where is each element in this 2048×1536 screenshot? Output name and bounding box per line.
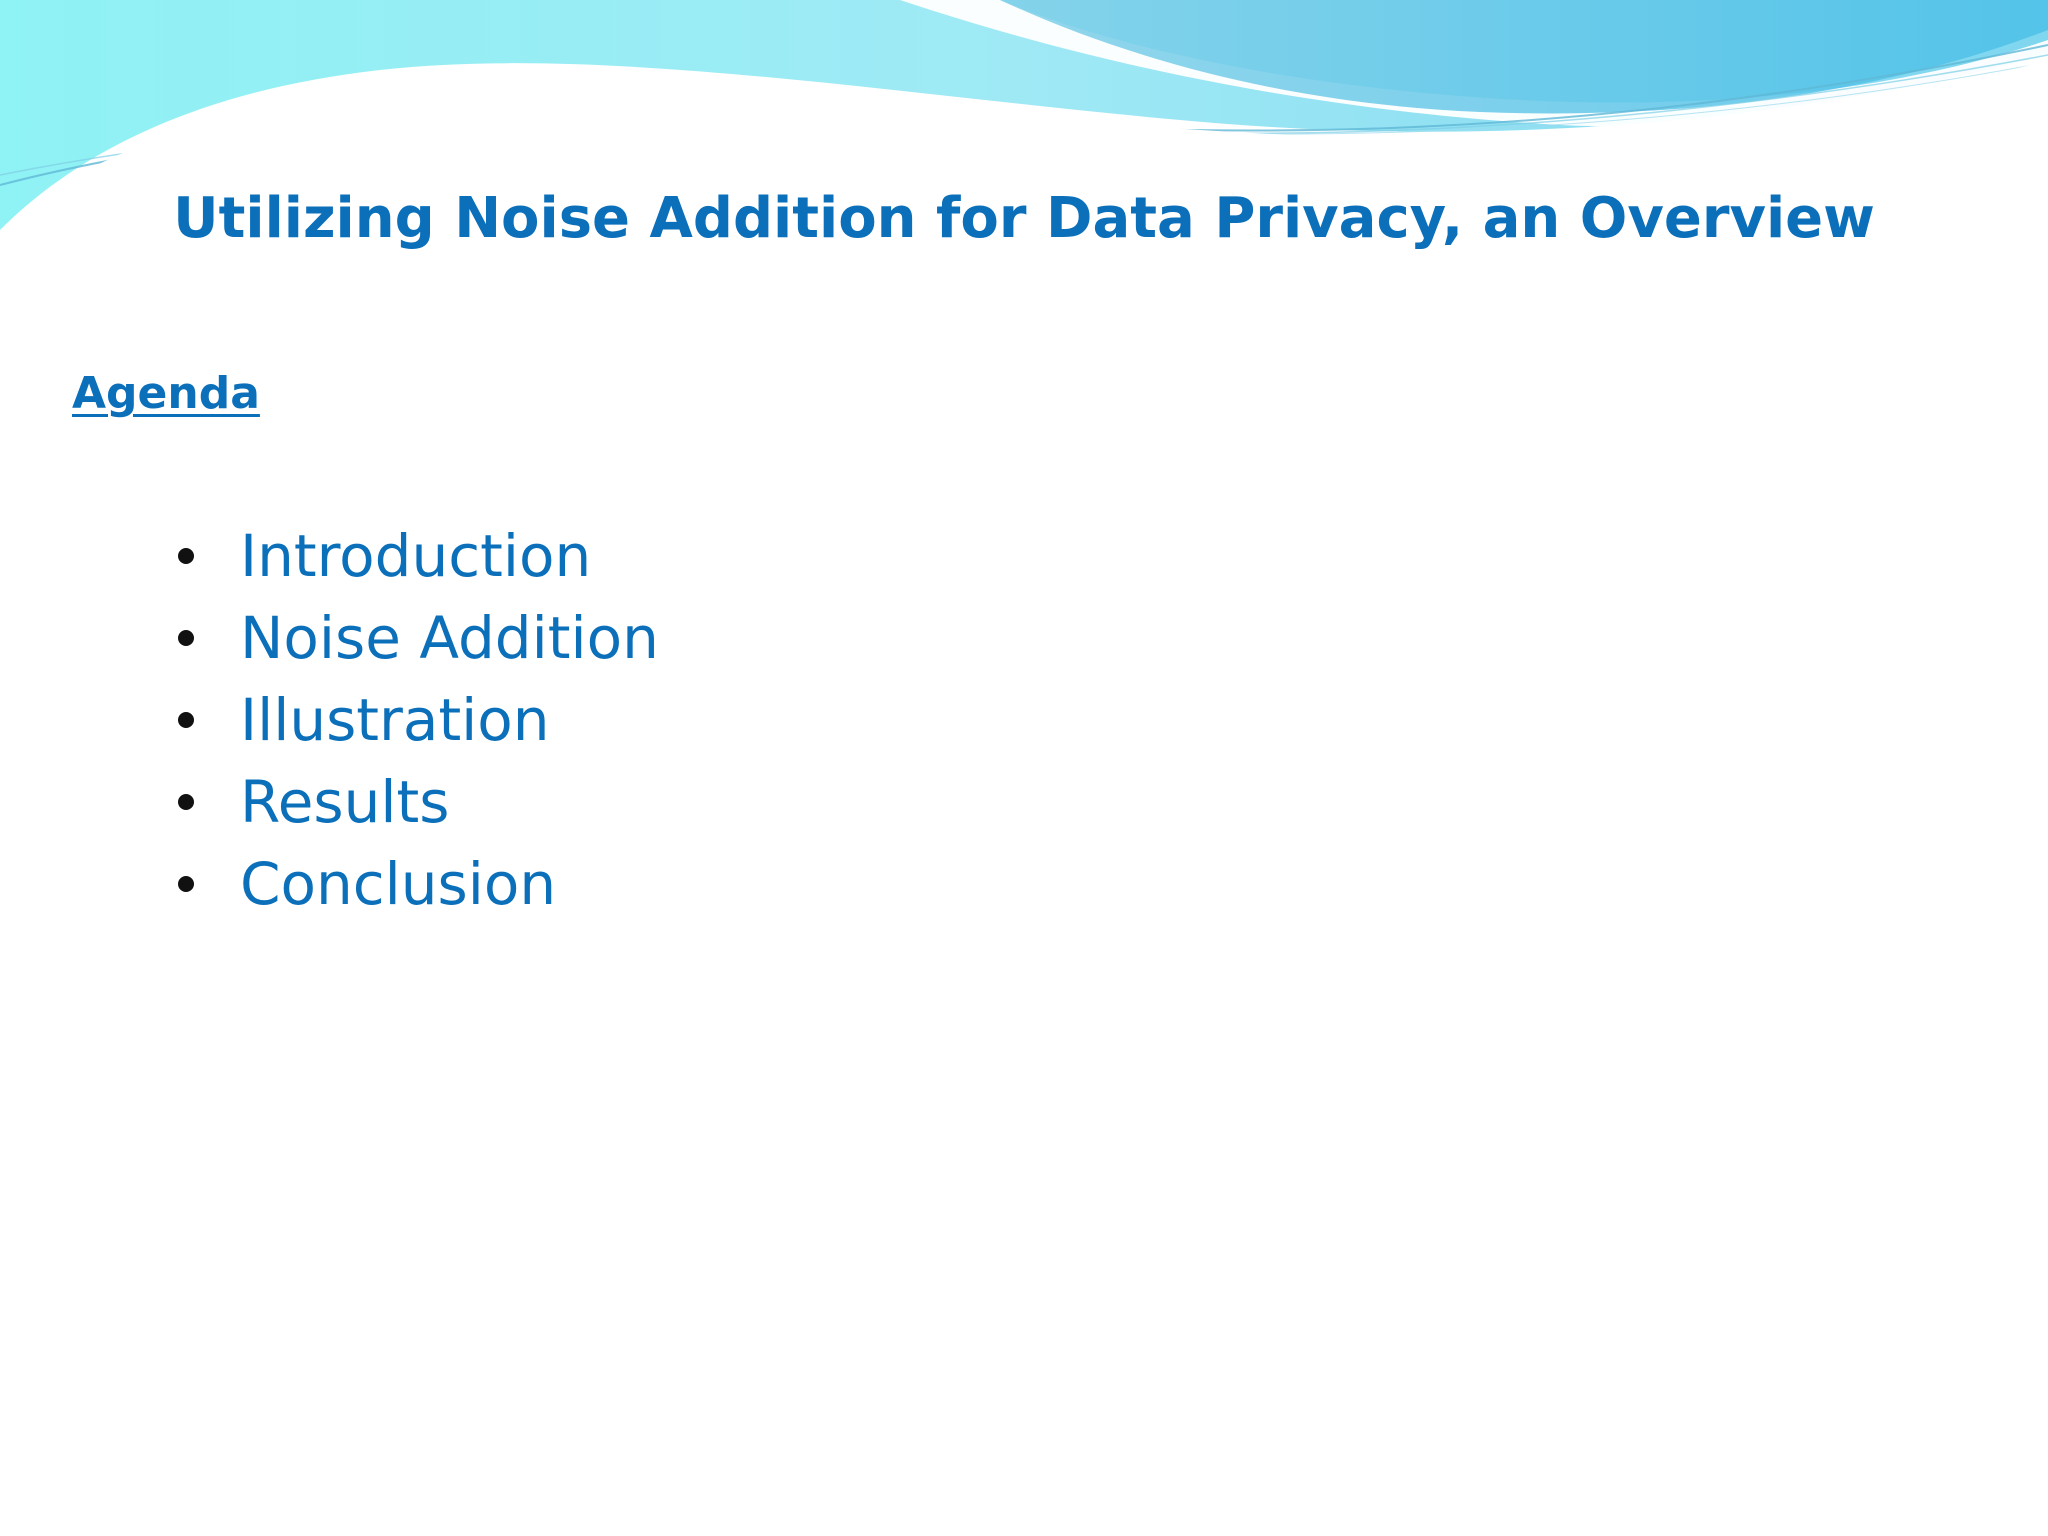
- agenda-heading: Agenda: [72, 368, 260, 419]
- agenda-item-label: Conclusion: [240, 850, 557, 918]
- list-item: [170, 761, 659, 843]
- agenda-item-label: Illustration: [240, 686, 550, 754]
- agenda-list: [170, 515, 659, 925]
- bullet-icon: [178, 876, 194, 892]
- slide-title: Utilizing Noise Addition for Data Privacy, an Overview: [173, 186, 1875, 251]
- agenda-item-label: Results: [240, 768, 450, 836]
- agenda-item-label: Introduction: [240, 522, 592, 590]
- list-item: [170, 597, 659, 679]
- list-item: [170, 843, 659, 925]
- list-item: [170, 515, 659, 597]
- bullet-icon: [178, 712, 194, 728]
- list-item: [170, 679, 659, 761]
- bullet-icon: [178, 548, 194, 564]
- bullet-icon: [178, 794, 194, 810]
- bullet-icon: [178, 630, 194, 646]
- agenda-item-label: Noise Addition: [240, 604, 659, 672]
